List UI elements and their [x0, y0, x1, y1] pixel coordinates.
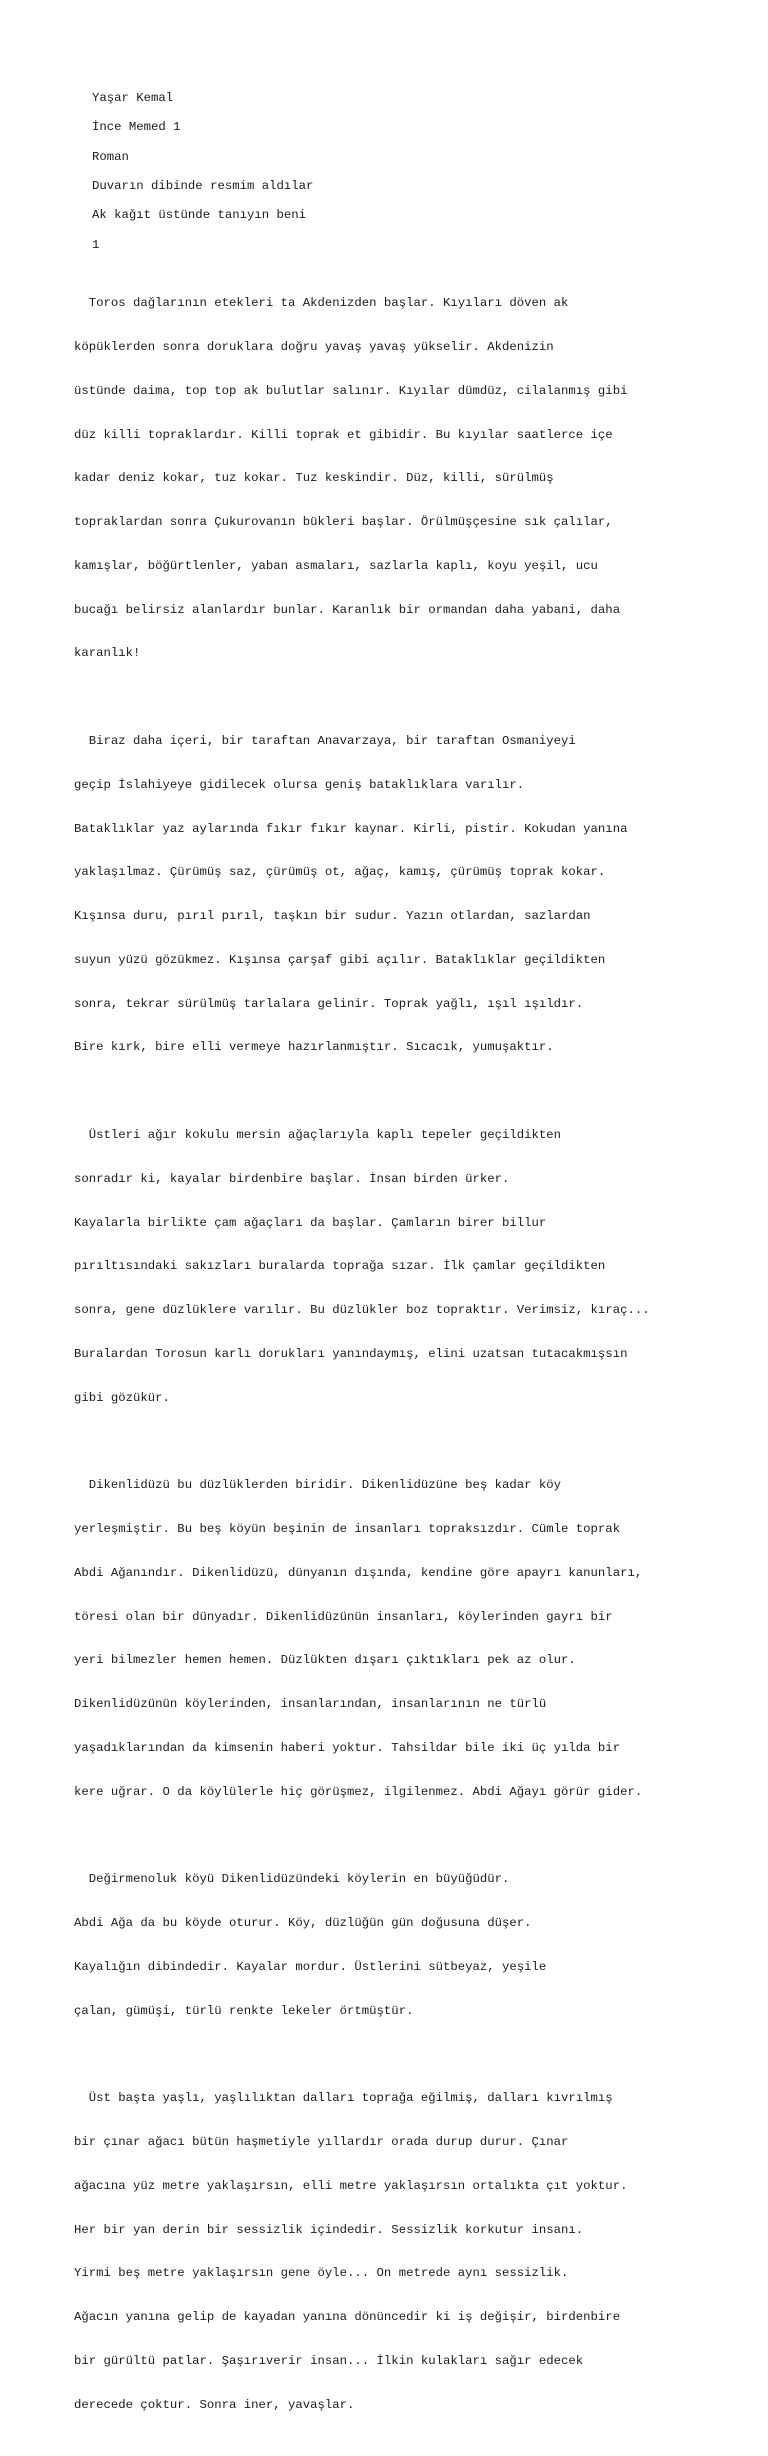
text-line: Buralardan Torosun karlı dorukları yanındaymış, elini uzatsan tutacakmışsın	[74, 1346, 628, 1361]
text-line: Abdi Ağa da bu köyde oturur. Köy, düzlüğün gün doğusuna düşer.	[74, 1916, 532, 1931]
text-line: Kayalığın dibindedir. Kayalar mordur. Üstlerini sütbeyaz, yeşile	[74, 1959, 547, 1974]
text-line: çalan, gümüşi, türlü renkte lekeler örtmüştür.	[74, 2003, 414, 2018]
body-text	[74, 267, 764, 2456]
text-line: bir gürültü patlar. Şaşırıverir insan... İlkin kulakları sağır edecek	[74, 2353, 584, 2368]
text-line: Dikenlidüzünün köylerinden, insanlarından, insanlarının ne türlü	[74, 1697, 547, 1712]
text-line: Üst başta yaşlı, yaşlılıktan dalları toprağa eğilmiş, dalları kıvrılmış	[74, 2091, 613, 2106]
text-line: suyun yüzü gözükmez. Kışınsa çarşaf gibi açılır. Bataklıklar geçildikten	[74, 952, 606, 967]
text-line: yaklaşılmaz. Çürümüş saz, çürümüş ot, ağaç, kamış, çürümüş toprak kokar.	[74, 865, 606, 880]
epigraph-line-2: Ak kağıt üstünde tanıyın beni	[92, 208, 307, 222]
text-line: bucağı belirsiz alanlardır bunlar. Karanlık bir ormandan daha yabani, daha	[74, 602, 621, 617]
text-line: topraklardan sonra Çukurovanın bükleri başlar. Örülmüşçesine sık çalılar,	[74, 515, 613, 530]
chapter-number: 1	[92, 238, 100, 252]
text-line: üstünde daima, top top ak bulutlar salınır. Kıyılar dümdüz, cilalanmış gibi	[74, 383, 628, 398]
paragraph-1	[74, 267, 764, 690]
text-line: töresi olan bir dünyadır. Dikenlidüzünün insanları, köylerinden gayrı bir	[74, 1609, 613, 1624]
text-line: köpüklerden sonra doruklara doğru yavaş yavaş yükselir. Akdenizin	[74, 339, 554, 354]
author-line: Yaşar Kemal	[92, 91, 174, 105]
paragraph-2	[74, 705, 764, 1084]
text-line: gibi gözükür.	[74, 1390, 170, 1405]
text-line: kamışlar, böğürtlenler, yaban asmaları, sazlarla kaplı, koyu yeşil, ucu	[74, 558, 598, 573]
text-line: düz killi topraklardır. Killi toprak et gibidir. Bu kıyılar saatlerce içe	[74, 427, 613, 442]
text-line: Abdi Ağanındır. Dikenlidüzü, dünyanın dışında, kendine göre apayrı kanunları,	[74, 1565, 643, 1580]
text-line: pırıltısındaki sakızları buralarda toprağa sızar. İlk çamlar geçildikten	[74, 1259, 606, 1274]
text-line: ağacına yüz metre yaklaşırsın, elli metre yaklaşırsın ortalıkta çıt yoktur.	[74, 2178, 628, 2193]
text-line: Toros dağlarının etekleri ta Akdenizden başlar. Kıyıları döven ak	[74, 296, 569, 311]
text-line: Değirmenoluk köyü Dikenlidüzündeki köylerin en büyüğüdür.	[74, 1872, 510, 1887]
paragraph-5	[74, 1843, 764, 2047]
text-line: geçip İslahiyeye gidilecek olursa geniş bataklıklara varılır.	[74, 777, 525, 792]
text-line: Yirmi beş metre yaklaşırsın gene öyle... On metrede aynı sessizlik.	[74, 2266, 569, 2281]
text-line: Kayalarla birlikte çam ağaçları da başlar. Çamların birer billur	[74, 1215, 547, 1230]
genre-line: Roman	[92, 150, 129, 164]
text-line: Ağacın yanına gelip de kayadan yanına dönüncedir ki iş değişir, birdenbire	[74, 2310, 621, 2325]
paragraph-4	[74, 1449, 764, 1828]
text-line: Dikenlidüzü bu düzlüklerden biridir. Dikenlidüzüne beş kadar köy	[74, 1478, 562, 1493]
text-line: kadar deniz kokar, tuz kokar. Tuz keskindir. Düz, killi, sürülmüş	[74, 471, 554, 486]
text-line: kere uğrar. O da köylülerle hiç görüşmez, ilgilenmez. Abdi Ağayı görür gider.	[74, 1784, 643, 1799]
text-line: yeri bilmezler hemen hemen. Düzlükten dışarı çıktıkları pek az olur.	[74, 1653, 576, 1668]
text-line: sonra, gene düzlüklere varılır. Bu düzlükler boz topraktır. Verimsiz, kıraç...	[74, 1303, 650, 1318]
epigraph-line-1: Duvarın dibinde resmim aldılar	[92, 179, 314, 193]
text-line: karanlık!	[74, 646, 141, 661]
text-line: Üstleri ağır kokulu mersin ağaçlarıyla kaplı tepeler geçildikten	[74, 1128, 562, 1143]
text-line: Bataklıklar yaz aylarında fıkır fıkır kaynar. Kirli, pistir. Kokudan yanına	[74, 821, 628, 836]
book-title-line: İnce Memed 1	[92, 120, 181, 134]
text-line: Bire kırk, bire elli vermeye hazırlanmıştır. Sıcacık, yumuşaktır.	[74, 1040, 554, 1055]
paragraph-3	[74, 1099, 764, 1435]
text-line: sonradır ki, kayalar birdenbire başlar. İnsan birden ürker.	[74, 1171, 510, 1186]
text-line: Biraz daha içeri, bir taraftan Anavarzaya, bir taraftan Osmaniyeyi	[74, 734, 576, 748]
text-line: yerleşmiştir. Bu beş köyün beşinin de insanları topraksızdır. Cümle toprak	[74, 1522, 621, 1537]
text-line: sonra, tekrar sürülmüş tarlalara gelinir. Toprak yağlı, ışıl ışıldır.	[74, 996, 584, 1011]
text-line: Her bir yan derin bir sessizlik içindedir. Sessizlik korkutur insanı.	[74, 2222, 584, 2237]
text-line: yaşadıklarından da kimsenin haberi yoktur. Tahsildar bile iki üç yılda bir	[74, 1740, 621, 1755]
text-line: derecede çoktur. Sonra iner, yavaşlar.	[74, 2397, 355, 2412]
text-line: bir çınar ağacı bütün haşmetiyle yıllardır orada durup durur. Çınar	[74, 2135, 569, 2149]
paragraph-6	[74, 2062, 764, 2441]
text-line: Kışınsa duru, pırıl pırıl, taşkın bir sudur. Yazın otlardan, sazlardan	[74, 909, 591, 924]
